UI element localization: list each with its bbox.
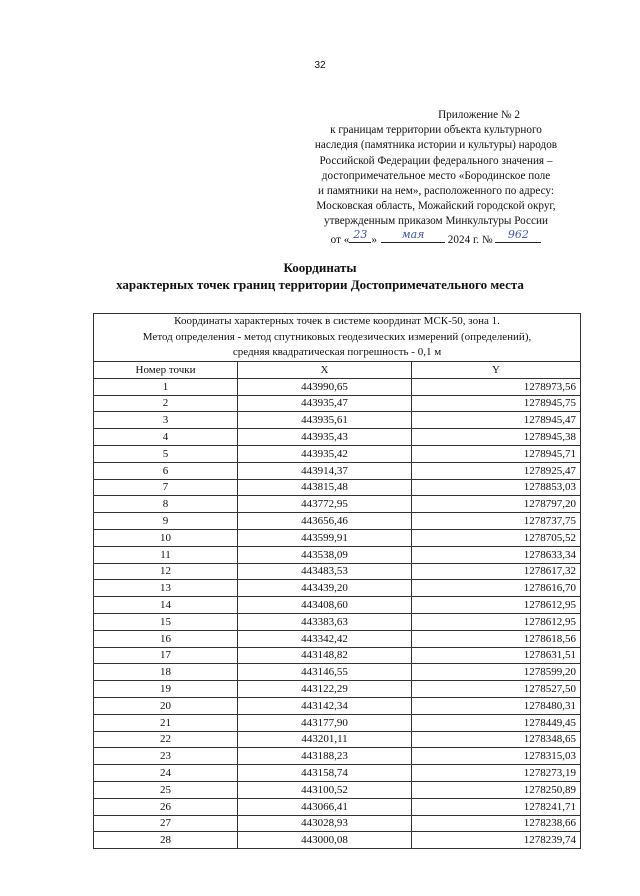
point-number-cell: 28 <box>94 832 238 849</box>
table-row <box>94 462 581 479</box>
caption-line: Метод определения - метод спутниковых геодезических измерений (определений), <box>142 330 532 343</box>
y-coordinate-cell: 1278616,70 <box>412 580 581 597</box>
table-row <box>94 529 581 546</box>
y-coordinate-cell: 1278617,32 <box>412 563 581 580</box>
annex-line: утвержденным приказом Минкультуры России <box>324 215 548 228</box>
point-number-cell: 22 <box>94 731 238 748</box>
point-number-cell: 7 <box>94 479 238 496</box>
table-row <box>94 815 581 832</box>
table-row <box>94 664 581 681</box>
table-row <box>94 647 581 664</box>
x-coordinate-cell: 443408,60 <box>238 597 412 614</box>
annex-line: Московская область, Можайский городской округ, <box>316 200 556 213</box>
point-number-cell: 18 <box>94 664 238 681</box>
y-coordinate-cell: 1278250,89 <box>412 781 581 798</box>
table-row <box>94 798 581 815</box>
x-coordinate-cell: 443201,11 <box>238 731 412 748</box>
x-coordinate-cell: 443772,95 <box>238 496 412 513</box>
point-number-cell: 4 <box>94 429 238 446</box>
y-coordinate-cell: 1278945,71 <box>412 445 581 462</box>
point-number-cell: 1 <box>94 378 238 395</box>
date-prefix: от « <box>330 233 350 246</box>
annex-line: Российской Федерации федерального значения – <box>319 154 553 167</box>
annex-date-line <box>300 230 572 248</box>
point-number-cell: 13 <box>94 580 238 597</box>
table-row <box>94 781 581 798</box>
y-coordinate-cell: 1278241,71 <box>412 798 581 815</box>
title-line-2: характерных точек границ территории Достопримечательного места <box>116 277 524 292</box>
x-coordinate-cell: 443935,47 <box>238 395 412 412</box>
y-coordinate-cell: 1278612,95 <box>412 613 581 630</box>
column-header-number: Номер точки <box>94 362 238 379</box>
y-coordinate-cell: 1278273,19 <box>412 765 581 782</box>
y-coordinate-cell: 1278480,31 <box>412 697 581 714</box>
title-line-1: Координаты <box>283 260 357 275</box>
table-row <box>94 513 581 530</box>
month-field <box>381 230 445 243</box>
annex-line: достопримечательное место «Бородинское поле <box>321 169 551 182</box>
x-coordinate-cell: 443383,63 <box>238 613 412 630</box>
order-number-field <box>495 230 541 243</box>
table-row <box>94 681 581 698</box>
table-row <box>94 563 581 580</box>
point-number-cell: 6 <box>94 462 238 479</box>
table-body <box>94 378 581 848</box>
x-coordinate-cell: 443990,65 <box>238 378 412 395</box>
x-coordinate-cell: 443656,46 <box>238 513 412 530</box>
y-coordinate-cell: 1278945,75 <box>412 395 581 412</box>
table-row <box>94 832 581 849</box>
point-number-cell: 27 <box>94 815 238 832</box>
table-row <box>94 580 581 597</box>
column-header-y: Y <box>412 362 581 379</box>
table-row <box>94 395 581 412</box>
caption-line: средняя квадратическая погрешность - 0,1 м <box>232 346 442 359</box>
x-coordinate-cell: 443177,90 <box>238 714 412 731</box>
table-row <box>94 714 581 731</box>
annex-line: наследия (памятника истории и культуры) народов <box>314 139 558 152</box>
y-coordinate-cell: 1278618,56 <box>412 630 581 647</box>
table-row <box>94 445 581 462</box>
point-number-cell: 19 <box>94 681 238 698</box>
x-coordinate-cell: 443914,37 <box>238 462 412 479</box>
point-number-cell: 2 <box>94 395 238 412</box>
point-number-cell: 3 <box>94 412 238 429</box>
point-number-cell: 25 <box>94 781 238 798</box>
x-coordinate-cell: 443066,41 <box>238 798 412 815</box>
y-coordinate-cell: 1278631,51 <box>412 647 581 664</box>
caption-line: Координаты характерных точек в системе координат МСК-50, зона 1. <box>174 315 500 328</box>
x-coordinate-cell: 443439,20 <box>238 580 412 597</box>
x-coordinate-cell: 443158,74 <box>238 765 412 782</box>
point-number-cell: 23 <box>94 748 238 765</box>
y-coordinate-cell: 1278527,50 <box>412 681 581 698</box>
table-row <box>94 479 581 496</box>
table-row <box>94 597 581 614</box>
table-row <box>94 613 581 630</box>
table-row <box>94 731 581 748</box>
point-number-cell: 14 <box>94 597 238 614</box>
x-coordinate-cell: 443342,42 <box>238 630 412 647</box>
y-coordinate-cell: 1278348,65 <box>412 731 581 748</box>
y-coordinate-cell: 1278705,52 <box>412 529 581 546</box>
x-coordinate-cell: 443122,29 <box>238 681 412 698</box>
point-number-cell: 12 <box>94 563 238 580</box>
y-coordinate-cell: 1278925,47 <box>412 462 581 479</box>
annex-line: и памятники на нем», расположенного по адресу: <box>318 185 554 198</box>
annex-header <box>300 108 572 248</box>
x-coordinate-cell: 443148,82 <box>238 647 412 664</box>
y-coordinate-cell: 1278797,20 <box>412 496 581 513</box>
point-number-cell: 20 <box>94 697 238 714</box>
y-coordinate-cell: 1278945,38 <box>412 429 581 446</box>
y-coordinate-cell: 1278945,47 <box>412 412 581 429</box>
x-coordinate-cell: 443142,34 <box>238 697 412 714</box>
table-row <box>94 697 581 714</box>
table-row <box>94 378 581 395</box>
point-number-cell: 17 <box>94 647 238 664</box>
point-number-cell: 5 <box>94 445 238 462</box>
y-coordinate-cell: 1278612,95 <box>412 597 581 614</box>
coordinates-table <box>93 313 581 849</box>
x-coordinate-cell: 443000,08 <box>238 832 412 849</box>
y-coordinate-cell: 1278737,75 <box>412 513 581 530</box>
table-row <box>94 429 581 446</box>
order-number-handwritten: 962 <box>507 228 529 242</box>
table-row <box>94 496 581 513</box>
date-mid: » <box>371 233 377 246</box>
x-coordinate-cell: 443815,48 <box>238 479 412 496</box>
y-coordinate-cell: 1278239,74 <box>412 832 581 849</box>
x-coordinate-cell: 443935,43 <box>238 429 412 446</box>
document-title <box>0 259 640 293</box>
year-text: 2024 г. № <box>447 233 493 246</box>
point-number-cell: 16 <box>94 630 238 647</box>
y-coordinate-cell: 1278973,56 <box>412 378 581 395</box>
y-coordinate-cell: 1278633,34 <box>412 546 581 563</box>
y-coordinate-cell: 1278599,20 <box>412 664 581 681</box>
point-number-cell: 26 <box>94 798 238 815</box>
y-coordinate-cell: 1278238,66 <box>412 815 581 832</box>
y-coordinate-cell: 1278853,03 <box>412 479 581 496</box>
x-coordinate-cell: 443538,09 <box>238 546 412 563</box>
point-number-cell: 11 <box>94 546 238 563</box>
table-row <box>94 546 581 563</box>
table-row <box>94 630 581 647</box>
x-coordinate-cell: 443028,93 <box>238 815 412 832</box>
month-handwritten: мая <box>401 228 425 242</box>
x-coordinate-cell: 443483,53 <box>238 563 412 580</box>
x-coordinate-cell: 443599,91 <box>238 529 412 546</box>
table-caption <box>94 314 581 362</box>
table-row <box>94 765 581 782</box>
point-number-cell: 15 <box>94 613 238 630</box>
point-number-cell: 24 <box>94 765 238 782</box>
x-coordinate-cell: 443188,23 <box>238 748 412 765</box>
annex-line: к границам территории объекта культурного <box>330 124 542 137</box>
y-coordinate-cell: 1278315,03 <box>412 748 581 765</box>
y-coordinate-cell: 1278449,45 <box>412 714 581 731</box>
x-coordinate-cell: 443935,61 <box>238 412 412 429</box>
table-row <box>94 748 581 765</box>
page-number: 32 <box>314 60 326 71</box>
point-number-cell: 10 <box>94 529 238 546</box>
column-header-x: X <box>238 362 412 379</box>
annex-title: Приложение № 2 <box>438 109 520 121</box>
x-coordinate-cell: 443935,42 <box>238 445 412 462</box>
point-number-cell: 21 <box>94 714 238 731</box>
x-coordinate-cell: 443146,55 <box>238 664 412 681</box>
point-number-cell: 8 <box>94 496 238 513</box>
table-row <box>94 412 581 429</box>
x-coordinate-cell: 443100,52 <box>238 781 412 798</box>
point-number-cell: 9 <box>94 513 238 530</box>
day-field <box>349 230 371 243</box>
day-handwritten: 23 <box>353 228 368 242</box>
